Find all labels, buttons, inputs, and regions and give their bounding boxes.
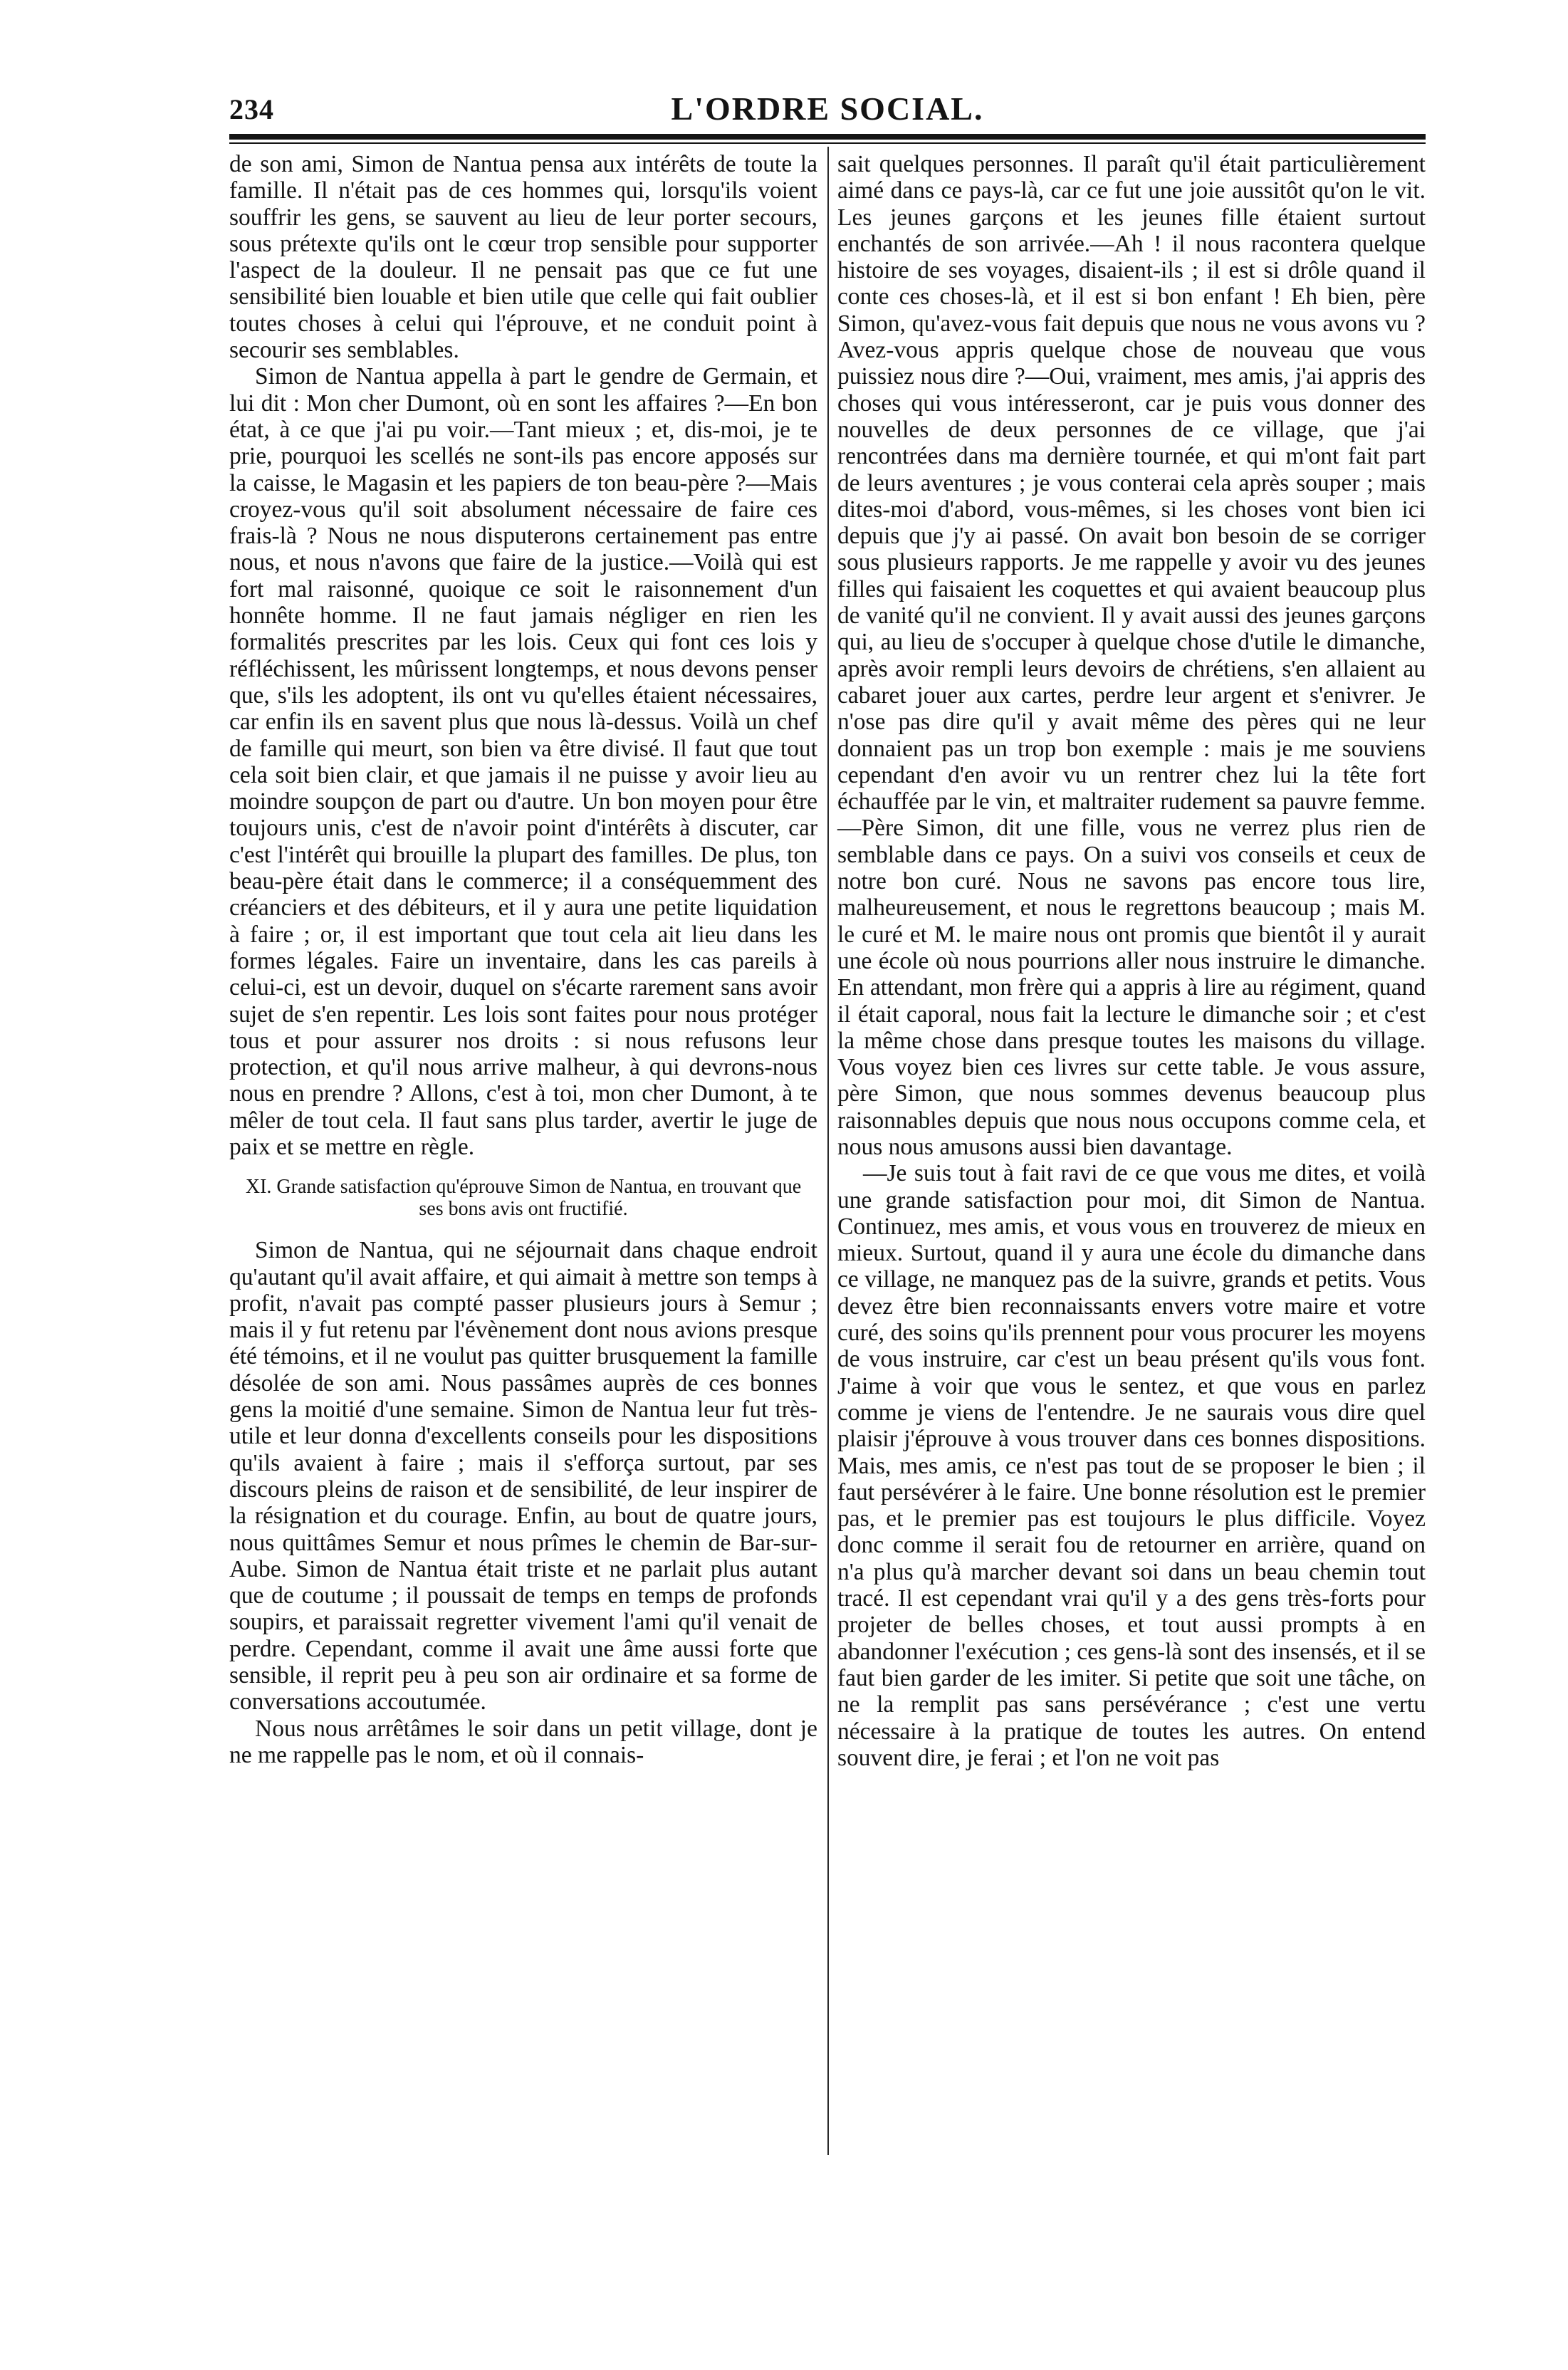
paragraph: de son ami, Simon de Nantua pensa aux intérêts de toute la famille. Il n'était pas de ces hommes qui, lorsqu'ils voient souffrir les gens, se sauvent au lieu de leur porter secours, sous prétexte qu'ils ont le cœur trop sensible pour supporter l'aspect de la douleur. Il ne pensait pas que ce fut une sensibilité bien louable et bien utile que celle qui fait oublier toutes choses à celui qui l'éprouve, et ne conduit point à secourir ses semblables. — [229, 151, 817, 364]
header-rule-thin — [229, 142, 1426, 144]
header-rule — [229, 134, 1426, 140]
right-column — [837, 151, 1426, 1771]
paragraph: sait quelques personnes. Il paraît qu'il était particulièrement aimé dans ce pays-là, car ce fut une joie aussitôt qu'on le vit. Les jeunes garçons et les jeunes fille étaient surtout enchantés de son arrivée.—Ah ! il nous racontera quelque histoire de ses voyages, disaient-ils ; il est si drôle quand il conte ces choses-là, et il est si bon enfant ! Eh bien, père Simon, qu'avez-vous fait depuis que nous ne vous avons vu ? Avez-vous appris quelque chose de nouveau que vous puissiez nous dire ?—Oui, vraiment, mes amis, j'ai appris des choses qui vous intéresseront, car je puis vous donner des nouvelles de deux personnes de ce village, que j'ai rencontrées dans ma dernière tournée, et qui m'ont fait part de leurs aventures ; je vous conterai cela après souper ; mais dites-moi d'abord, vous-mêmes, si les choses vont bien ici depuis que j'y ai passé. On avait bon besoin de se corriger sous plusieurs rapports. Je me rappelle y avoir vu des jeunes filles qui faisaient les coquettes et qui avaient beaucoup plus de vanité qu'il ne convient. Il y avait aussi des jeunes garçons qui, au lieu de s'occuper à quelque chose d'utile le dimanche, après avoir rempli leurs devoirs de chrétiens, s'en allaient au cabaret jouer aux cartes, perdre leur argent et s'enivrer. Je n'ose pas dire qu'il y avait même des pères qui ne leur donnaient pas un trop bon exemple : mais je me souviens cependant d'en avoir vu un rentrer chez lui la tête fort échauffée par le vin, et maltraiter rudement sa pauvre femme.—Père Simon, dit une fille, vous ne verrez plus rien de semblable dans ce pays. On a suivi vos conseils et ceux de notre bon curé. Nous ne savons pas encore tous lire, malheureusement, et nous le regrettons beaucoup ; mais M. le curé et M. le maire nous ont promis que bientôt il y aurait une école où nous pourrions aller nous instruire le dimanche. En attendant, mon frère qui a appris à lire au régiment, quand il était caporal, nous fait la lecture le dimanche soir ; et c'est la même chose dans presque toutes les maisons du village. Vous voyez bien ces livres sur cette table. Je vous assure, père Simon, que nous sommes devenus beaucoup plus raisonnables depuis que nous nous occupons comme cela, et nous nous amusons aussi bien davantage. — [837, 151, 1426, 1160]
page-number: 234 — [229, 93, 274, 125]
paragraph: Simon de Nantua appella à part le gendre de Germain, et lui dit : Mon cher Dumont, où en sont les affaires ?—En bon état, à ce que j'ai pu voir.—Tant mieux ; et, dis-moi, je te prie, pourquoi les scellés ne sont-ils pas encore apposés sur la caisse, le Magasin et les papiers de ton beau-père ?—Mais croyez-vous qu'il soit absolument nécessaire de faire ces frais-là ? Nous ne nous disputerons certainement pas entre nous, et nous n'avons que faire de la justice.—Voilà qui est fort mal raisonné, quoique ce soit le raisonnement d'un honnête homme. Il ne faut jamais négliger en rien les formalités prescrites par les lois. Ceux qui font ces lois y réfléchissent, les mûrissent longtemps, et nous devons penser que, s'ils les adoptent, ils ont vu qu'elles étaient nécessaires, car enfin ils en savent plus que nous là-dessus. Voilà un chef de famille qui meurt, son bien va être divisé. Il faut que tout cela soit bien clair, et que jamais il ne puisse y avoir lieu au moindre soupçon de part ou d'autre. Un bon moyen pour être toujours unis, c'est de n'avoir point d'intérêts à discuter, car c'est l'intérêt qui brouille la plupart des familles. De plus, ton beau-père était dans le commerce; il a conséquemment des créanciers et des débiteurs, et il y aura une petite liquidation à faire ; or, il est important que tout cela ait lieu dans les formes légales. Faire un inventaire, dans les cas pareils à celui-ci, est un devoir, duquel on s'écarte rarement sans avoir sujet de s'en repentir. Les lois sont faites pour nous protéger tous et pour assurer nos droits : si nous refusons leur protection, et qu'il nous arrive malheur, à qui devrons-nous nous en prendre ? Allons, c'est à toi, mon cher Dumont, à te mêler de tout cela. Il faut sans plus tarder, avertir le juge de paix et se mettre en règle. — [229, 363, 817, 1160]
section-heading: XI. Grande satisfaction qu'éprouve Simon de Nantua, en trouvant que ses bons avis ont fructifié. — [245, 1176, 802, 1221]
paragraph: Simon de Nantua, qui ne séjournait dans chaque endroit qu'autant qu'il avait affaire, et qui aimait à mettre son temps à profit, n'avait pas compté passer plusieurs jours à Semur ; mais il y fut retenu par l'évènement dont nous avions presque été témoins, et il ne voulut pas quitter brusquement la famille désolée de son ami. Nous passâmes auprès de ces bonnes gens la moitié d'une semaine. Simon de Nantua leur fut très-utile et leur donna d'excellents conseils pour les dispositions qu'ils avaient à faire ; mais il s'efforça surtout, par ses discours pleins de raison et de sensibilité, de leur inspirer de la résignation et du courage. Enfin, au bout de quatre jours, nous quittâmes Semur et nous prîmes le chemin de Bar-sur-Aube. Simon de Nantua était triste et ne parlait plus autant que de coutume ; il poussait de temps en temps de profonds soupirs, et paraissait regretter vivement l'ami qu'il venait de perdre. Cependant, comme il avait une âme aussi forte que sensible, il reprit peu à peu son air ordinaire et sa forme de conversations accoutumée. — [229, 1237, 817, 1716]
left-column — [229, 151, 817, 1768]
column-divider — [827, 147, 829, 2155]
running-title: L'ORDRE SOCIAL. — [671, 90, 984, 127]
page-header — [229, 84, 1426, 141]
paragraph: Nous nous arrêtâmes le soir dans un petit village, dont je ne me rappelle pas le nom, et où il connais- — [229, 1715, 817, 1768]
paragraph: —Je suis tout à fait ravi de ce que vous me dites, et voilà une grande satisfaction pour moi, dit Simon de Nantua. Continuez, mes amis, et vous vous en trouverez de mieux en mieux. Surtout, quand il y aura une école du dimanche dans ce village, ne manquez pas de la suivre, grands et petits. Vous devez être bien reconnaissants envers votre maire et votre curé, des soins qu'ils prennent pour vous procurer les moyens de vous instruire, car c'est un beau présent qu'ils vous font. J'aime à voir que vous le sentez, et que vous en parlez comme je viens de l'entendre. Je ne saurais vous dire quel plaisir j'éprouve à vous trouver dans ces bonnes dispositions. Mais, mes amis, ce n'est pas tout de se proposer le bien ; il faut persévérer à le faire. Une bonne résolution est le premier pas, et le premier pas est toujours le plus difficile. Voyez donc comme il serait fou de retourner en arrière, quand on n'a plus qu'à marcher devant soi dans un beau chemin tout tracé. Il est cependant vrai qu'il y a des gens très-forts pour projeter de belles choses, et tout aussi prompts à en abandonner l'exécution ; ces gens-là sont des insensés, et il se faut bien garder de les imiter. Si petite que soit une tâche, on ne la remplit pas sans persévérance ; c'est une vertu nécessaire à la pratique de toutes les autres. On entend souvent dire, je ferai ; et l'on ne voit pas — [837, 1160, 1426, 1771]
